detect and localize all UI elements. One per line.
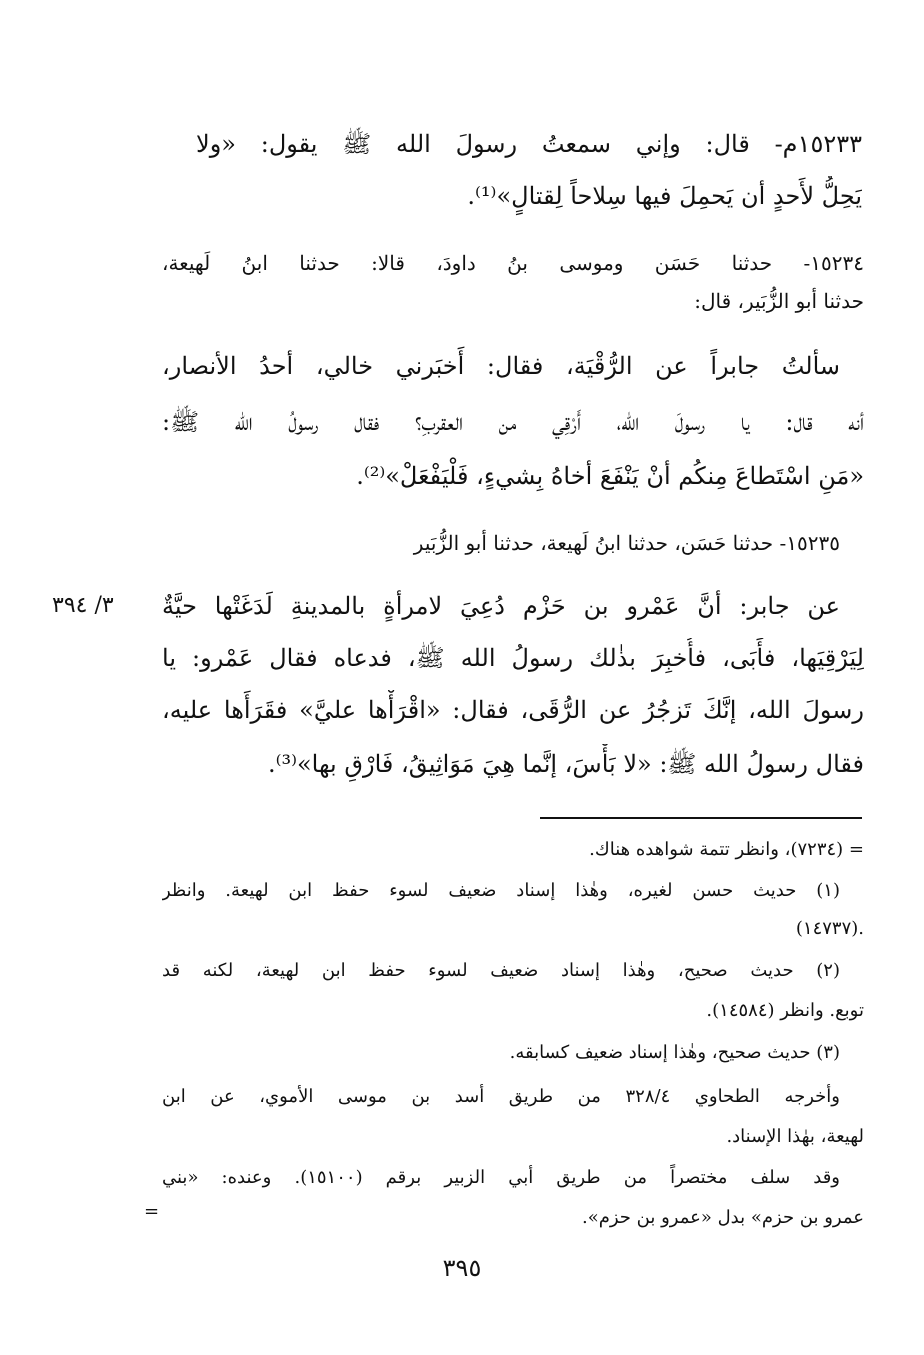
footnote-3-line-3: لهيعة، بهٰذا الإسناد. — [726, 1126, 864, 1147]
hadith-15234-isnad-line-2: حدثنا أبو الزُّبَير، قال: — [694, 289, 864, 313]
footnote-3-line-2: وأخرجه الطحاوي ٣٢٨/٤ من طريق أسد بن موسى الأموي، عن ابن — [162, 1086, 840, 1107]
hadith-15233-line-1: ١٥٢٣٣م- قال: وإني سمعتُ رسولَ الله ﷺ يقول: «ولا — [196, 130, 862, 158]
hadith-15234-matn-line-1: سألتُ جابراً عن الرُّقْيَة، فقال: أَخبَرني خالي، أحدُ الأنصار، — [162, 352, 840, 380]
hadith-15235-matn-line-3: رسولَ الله، إنَّكَ تَزجُرُ عن الرُّقَى، فقال: «اقْرَأْها عليَّ» فقَرَأَها عليه، — [162, 696, 864, 724]
footnote-2-line-1: (٢) حديث صحيح، وهٰذا إسناد ضعيف لسوء حفظ ابن لهيعة، لكنه قد — [162, 960, 840, 981]
hadith-15235-matn-line-2: لِيَرْقِيَها، فأَبَى، فأُخبِرَ بذٰلك رسولُ الله ﷺ، فدعاه فقال عَمْرو: يا — [162, 644, 864, 672]
margin-reference: ٣/ ٣٩٤ — [52, 593, 114, 618]
footnote-3-line-1: (٣) حديث صحيح، وهٰذا إسناد ضعيف كسابقه. — [509, 1042, 840, 1063]
hadith-15234-matn-line-3: «مَنِ اسْتَطاعَ مِنكُم أنْ يَنْفَعَ أخاهُ بِشيءٍ، فَلْيَفْعَلْ»⁽²⁾. — [356, 462, 864, 490]
footnote-separator — [540, 817, 862, 819]
page-number: ٣٩٥ — [442, 1254, 482, 1282]
footnote-1-line-1: (١) حديث حسن لغيره، وهٰذا إسناد ضعيف لسوء حفظ ابن لهيعة. وانظر — [162, 880, 840, 901]
footnote-continues-mark: = — [144, 1201, 160, 1222]
footnote-3-line-5: عمرو بن حزم» بدل «عمرو بن حزم». — [582, 1207, 864, 1228]
footnote-2-line-2: توبع. وانظر (١٤٥٨٤). — [706, 1000, 864, 1021]
hadith-15235-isnad: ١٥٢٣٥- حدثنا حَسَن، حدثنا ابنُ لَهيعة، حدثنا أبو الزُّبَير — [413, 531, 840, 555]
hadith-15233-line-2: يَحِلُّ لأَحدٍ أن يَحمِلَ فيها سِلاحاً لِقتالٍ»⁽¹⁾. — [467, 182, 862, 210]
hadith-15234-isnad-line-1: ١٥٢٣٤- حدثنا حَسَن وموسى بنُ داودَ، قالا: حدثنا ابنُ لَهيعة، — [162, 251, 864, 275]
footnote-continuation: = (٧٢٣٤)، وانظر تتمة شواهده هناك. — [589, 839, 864, 860]
hadith-15235-matn-line-1: عن جابر: أنَّ عَمْرو بن حَزْم دُعِيَ لامرأةٍ بالمدينةِ لَدَغَتْها حيَّةٌ — [162, 592, 840, 620]
hadith-15235-matn-line-4: فقال رسولُ الله ﷺ: «لا بَأْسَ، إنَّما هِيَ مَوَاثِيقُ، فَارْقِ بها»⁽³⁾. — [267, 750, 864, 778]
hadith-15234-matn-line-2: أنه قال: يا رسولَ الله، أَرْقِي من العقربِ؟ فقال رسولُ الله ﷺ: — [162, 408, 864, 436]
footnote-3-line-4: وقد سلف مختصراً من طريق أبي الزبير برقم (١٥١٠٠). وعنده: «بني — [162, 1167, 840, 1188]
footnote-1-line-2: (١٤٧٣٧). — [795, 918, 864, 939]
